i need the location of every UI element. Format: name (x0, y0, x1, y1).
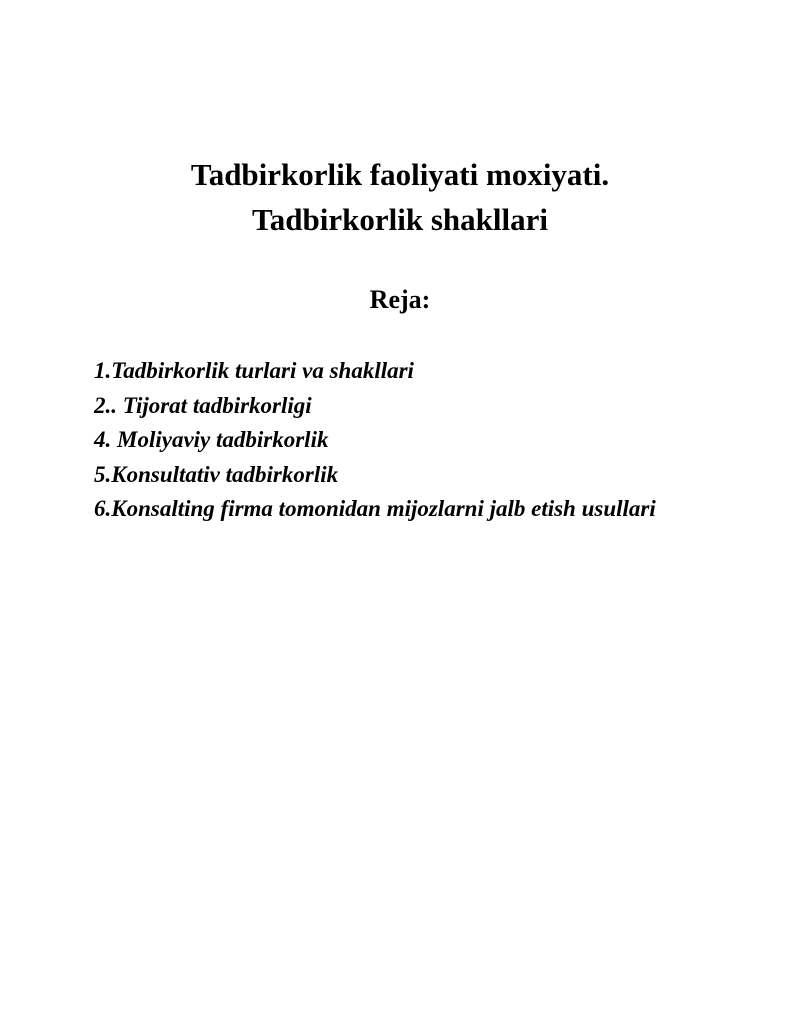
plan-list (94, 354, 704, 527)
plan-item-2: 2.. Tijorat tadbirkorligi (94, 392, 312, 418)
plan-heading: Reja: (369, 285, 431, 314)
plan-item-4: 5.Konsultativ tadbirkorlik (94, 461, 339, 487)
plan-item-5: 6.Konsalting firma tomonidan mijozlarni jalb etish usullari (94, 496, 656, 521)
document-title-line-1: Tadbirkorlik faoliyati moxiyati. (190, 157, 610, 192)
document-title-line-2: Tadbirkorlik shakllari (251, 202, 549, 237)
plan-item-1: 1.Tadbirkorlik turlari va shakllari (94, 358, 414, 383)
plan-item-3: 4. Moliyaviy tadbirkorlik (94, 427, 329, 452)
